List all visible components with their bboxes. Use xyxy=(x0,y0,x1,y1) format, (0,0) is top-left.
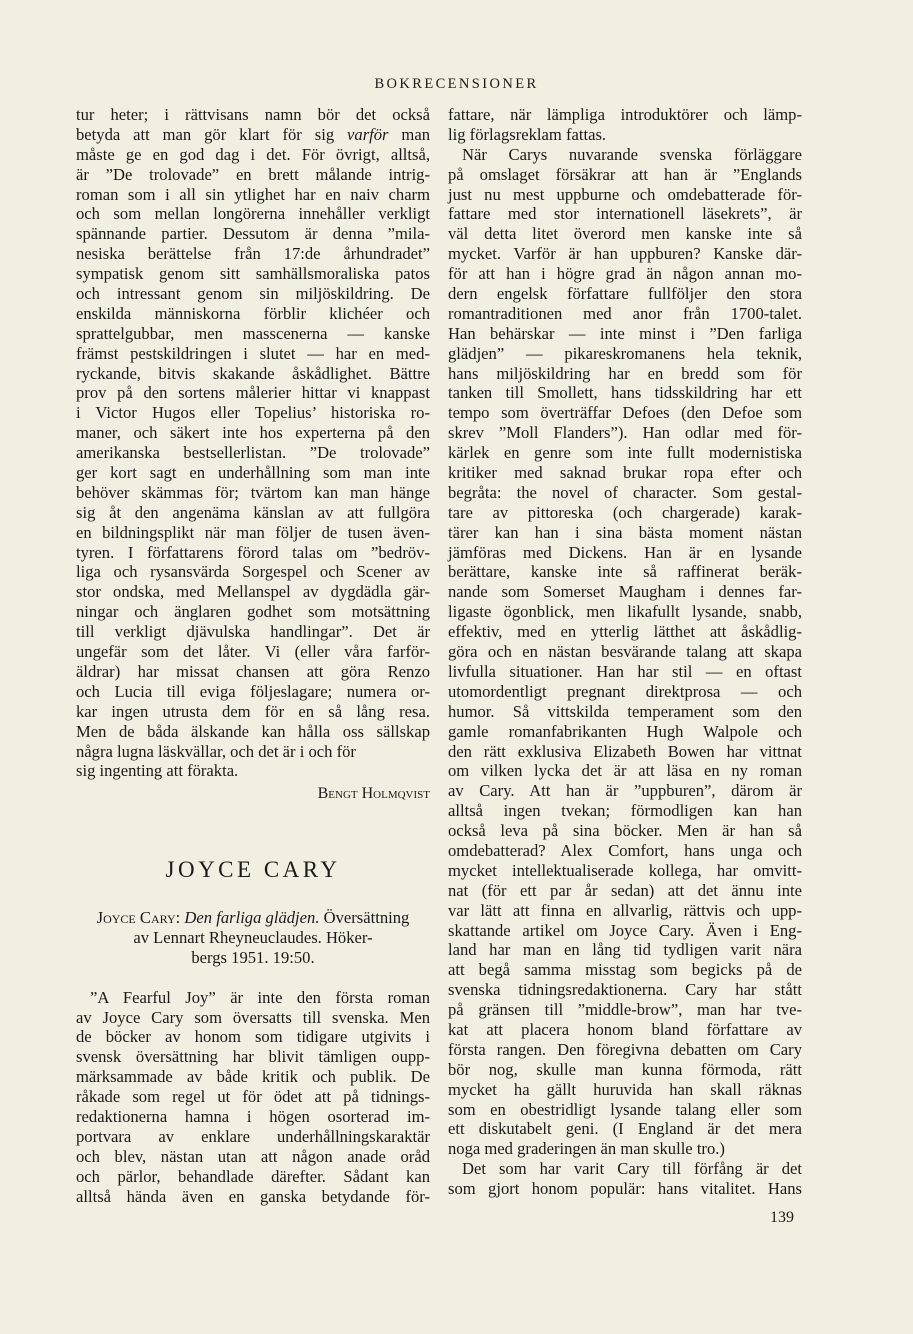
text-line: nat (för ett par år sedan) att det ännu inte xyxy=(448,880,802,900)
text-line: jämföras med Dickens. Han är en lysande xyxy=(448,542,802,562)
text-line: och intressant genom sin miljöskildring. De xyxy=(76,284,430,304)
text-line: redaktionerna hamna i högen osorterad im- xyxy=(76,1107,430,1126)
text-line: om vilken lycka det är att läsa en ny roman xyxy=(448,761,802,781)
text-line: liga och rysansvärda Sorgespel och Scener av xyxy=(76,562,430,582)
reviewer-signature: Bengt Holmqvist xyxy=(317,785,430,803)
biblio-line: av Lennart Rheyneuclaudes. Höker- xyxy=(133,927,373,947)
text-line: svensk översättning har blivit tämligen oupp- xyxy=(76,1047,430,1067)
text-line: Men de båda älskande kan hålla oss sällskap xyxy=(76,721,430,741)
text-line: kritiker med saknad brukar ropa efter och xyxy=(448,463,802,483)
biblio-title: Den farliga glädjen. xyxy=(184,908,320,928)
text-line: fattare, när lämpliga introduktörer och lämp- xyxy=(448,105,802,124)
text-line: också leva på sina böcker. Men är han så xyxy=(448,821,802,841)
text-line: på gränsen till ”middle-brow”, man har tve- xyxy=(448,1000,802,1020)
text-line: främst pestskildringen i slutet — har en med- xyxy=(76,343,430,363)
text-line: När Carys nuvarande svenska förläggare xyxy=(462,144,802,164)
text-line: behöver skämmas för; tvärtom kan man hänge xyxy=(76,482,430,502)
page-number: 139 xyxy=(770,1209,794,1226)
text-line: skattande artikel om Joyce Cary. Även i Eng- xyxy=(448,920,802,940)
text-line: noga med graderingen än man skulle tro.) xyxy=(448,1139,725,1159)
text-line: av Joyce Cary som översatts till svenska. Men xyxy=(76,1007,430,1027)
text-line: och pärlor, behandlade därefter. Sådant kan xyxy=(76,1166,430,1186)
text-line: tur heter; i rättvisans namn bör det också xyxy=(76,105,430,124)
text-line: fattare med stor internationell läsekrets”, är xyxy=(448,204,802,224)
text-line: tyren. I författarens förord talas om ”bedröv- xyxy=(76,542,430,562)
text-line: mycket ha gällt huruvida han skall räknas xyxy=(448,1079,802,1099)
text-line: tempo som överträffar Defoes (den Defoe som xyxy=(448,403,802,423)
text-line: humor. Så vittskilda temperament som den xyxy=(448,701,802,721)
text-line: ungefär som det låter. Vi (eller våra farför- xyxy=(76,642,430,662)
text-line: utomordentligt pregnant direktprosa — och xyxy=(448,681,802,701)
text-line: effektiv, med en ytterlig lätthet att åskådlig- xyxy=(448,622,802,642)
text-line: på omslaget försäkrar att han är ”Englands xyxy=(448,164,802,184)
text-line: som en obestridligt lysande talang eller som xyxy=(448,1099,802,1119)
text-line: ryckande, bitvis skakande åskådlighet. Bättre xyxy=(76,363,430,383)
text-line: tare av pittoreska (och chargerade) karak- xyxy=(448,502,802,522)
text-line: ett diskutabelt geni. (I England är det mera xyxy=(448,1119,802,1139)
text-line: bör nog, skulle man kunna förmoda, rätt xyxy=(448,1059,802,1079)
text-line: råkade som regel ut för ödet att på tidnings- xyxy=(76,1087,430,1107)
text-line: berättare, kanske inte så raffinerat beräk- xyxy=(448,562,802,582)
text-line: romantraditionen med anor från 1700-talet. xyxy=(448,303,802,323)
text-line: några lugna läskvällar, och det är i och för xyxy=(76,741,356,761)
text-line: var lätt att finna en allvarlig, rättvis och upp- xyxy=(448,900,802,920)
text-line: måste ge en god dag i det. För övrigt, alltså, xyxy=(76,144,430,164)
biblio-line: Joyce Cary: Den farliga glädjen. Översättning xyxy=(96,908,410,928)
text-line: portvara av enklare underhållningskaraktär xyxy=(76,1126,430,1146)
text-line: begråta: the novel of character. Som gestal- xyxy=(448,482,802,502)
biblio-line: bergs 1951. 19:50. xyxy=(191,947,315,967)
text-line: roman som i all sin ytlighet har en naiv charm xyxy=(76,184,430,204)
section-title: JOYCE CARY xyxy=(165,857,341,883)
text-line: sympatisk genom sitt samhällsmoraliska patos xyxy=(76,264,430,284)
text-line: för att han i högre grad än någon annan mo- xyxy=(448,264,802,284)
text-line: att begå samma misstag som begicks på de xyxy=(448,960,802,980)
text-line: dern engelsk författare fullföljer den stora xyxy=(448,284,802,304)
text-line: och Lucia till eviga följeslagare; numera or- xyxy=(76,681,430,701)
text-line: stor ondska, med Mellanspel av dygdädla gär- xyxy=(76,582,430,602)
text-line: den rätt exklusiva Elizabeth Bowen har vittnat xyxy=(448,741,802,761)
text-line: livfulla situationer. Han har stil — en oftast xyxy=(448,661,802,681)
text-line: hans miljöskildring har en bredd som för xyxy=(448,363,802,383)
text-line: land har man en lång tid tydligen varit nära xyxy=(448,940,802,960)
emphasis: varför xyxy=(347,124,389,144)
text-line: en bildningsplikt när man följer de tusen även- xyxy=(76,522,430,542)
text-line: märksammade av både kritik och publik. De xyxy=(76,1067,430,1087)
text-line: enskilda människorna förblir klichéer och xyxy=(76,303,430,323)
text-line: sprattelgubbar, men masscenerna — kanske xyxy=(76,323,430,343)
text-line: kärlek en genre som inte fullt modernistiska xyxy=(448,443,802,463)
text-line: maner, och säkert inte hos experterna på den xyxy=(76,423,430,443)
text-line: kat att placera honom bland författare av xyxy=(448,1019,802,1039)
text-line: mycket intellektualiserade kollega, har omvitt- xyxy=(448,860,802,880)
text-line: ger kort sagt en underhållning som man inte xyxy=(76,463,430,483)
text-line: är ”De trolovade” en brett målande intrig- xyxy=(76,164,430,184)
text-line: nesiska berättelse från 17:de århundradet” xyxy=(76,244,430,264)
text-line: första rangen. Den föregivna debatten om Cary xyxy=(448,1039,802,1059)
text-line: sig åt den angenäma känslan av att fullgöra xyxy=(76,502,430,522)
text-line: som gjort honom populär: hans vitalitet. Hans xyxy=(448,1179,802,1199)
text-line: amerikanska bestsellerlistan. ”De trolovade” xyxy=(76,443,430,463)
text-line: ligaste ögonblick, men likafullt lysande, snabb, xyxy=(448,602,802,622)
text-line: de böcker av honom som tidigare utgivits i xyxy=(76,1027,430,1047)
text-line: sig ingenting att förakta. xyxy=(76,761,239,781)
text-line: mycket. Varför är han uppburen? Kanske där- xyxy=(448,244,802,264)
text-line: nande som Somerset Maugham i dennes far- xyxy=(448,582,802,602)
text-line: göra och en nästan besvärande talang att skapa xyxy=(448,642,802,662)
text-line: tanken till Smollett, hans tidsskildring har ett xyxy=(448,383,802,403)
text-line: av Cary. Att han är ”uppburen”, därom är xyxy=(448,781,802,801)
text-line: betyda att man gör klart för sig varför man xyxy=(76,124,430,144)
text-line: alltså hända även en ganska betydande för- xyxy=(76,1186,430,1206)
text-line: till verkligt djävulska handlingar”. Det är xyxy=(76,622,430,642)
text-line: och blev, nästan utan att någon anade oråd xyxy=(76,1146,430,1166)
text-line: Han behärskar — inte minst i ”Den farliga xyxy=(448,323,802,343)
right-column xyxy=(448,105,802,1199)
text-line: lig förlagsreklam fattas. xyxy=(448,124,607,144)
text-line: skrev ”Moll Flanders”). Han odlar med för- xyxy=(448,423,802,443)
text-line: tärer kan han i sina bästa moment nästan xyxy=(448,522,802,542)
text-line: ”A Fearful Joy” är inte den första roman xyxy=(90,987,430,1007)
text-line: Det som har varit Cary till förfång är det xyxy=(462,1159,802,1179)
text-line: omdebatterad? Alex Comfort, hans unga och xyxy=(448,840,802,860)
text-line: väl detta litet överord men kanske inte så xyxy=(448,224,802,244)
text-line: alltså ingen tvekan; förmodligen kan han xyxy=(448,801,802,821)
text-line: kar ingen utrusta dem för en så lång resa. xyxy=(76,701,430,721)
text-line: i Victor Hugos eller Topelius’ historiska ro- xyxy=(76,403,430,423)
left-column xyxy=(76,105,430,1206)
text-line: äldrar) har missat chansen att göra Renzo xyxy=(76,661,430,681)
text-line: ningar och änglaren godhet som motsättning xyxy=(76,602,430,622)
biblio-author: Joyce Cary xyxy=(96,908,176,928)
text-line: glädjen” — pikareskromanens hela teknik, xyxy=(448,343,802,363)
text-line: just nu mest uppburne och omdebatterade för- xyxy=(448,184,802,204)
text-line: gamle romanfabrikanten Hugh Walpole och xyxy=(448,721,802,741)
text-line: prov på den sortens målerier hittar vi knappast xyxy=(76,383,430,403)
bibliographic-entry xyxy=(76,908,430,968)
text-line: spännande partier. Dessutom är denna ”mila- xyxy=(76,224,430,244)
running-head: BOKRECENSIONER xyxy=(374,76,539,92)
text-line: och som mellan longörerna innehåller verkligt xyxy=(76,204,430,224)
text-line: svenska tidningsredaktionerna. Cary har stått xyxy=(448,980,802,1000)
